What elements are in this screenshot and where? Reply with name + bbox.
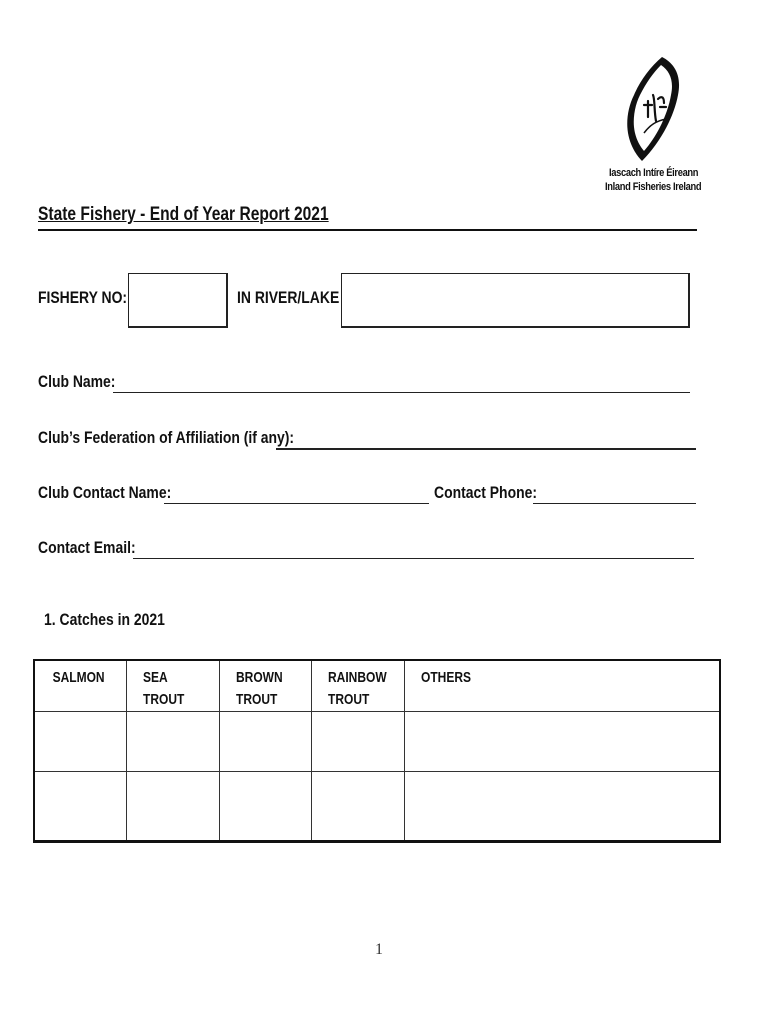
catch-cell-others[interactable] bbox=[404, 772, 720, 842]
logo-irish-name: Iascach Intíre Éireann bbox=[609, 167, 699, 179]
ifi-emblem-icon bbox=[620, 55, 684, 165]
catches-heading: 1. Catches in 2021 bbox=[44, 610, 165, 629]
catches-table bbox=[33, 659, 721, 843]
title-rule bbox=[38, 203, 697, 231]
catch-cell-brown-trout[interactable] bbox=[219, 772, 311, 842]
federation-label: Club’s Federation of Affiliation (if any): bbox=[38, 428, 295, 447]
column-header-line: SEA bbox=[142, 669, 168, 686]
page-number: 1 bbox=[375, 941, 383, 958]
column-header-others bbox=[404, 660, 720, 712]
column-header-line: TROUT bbox=[327, 691, 369, 708]
page-title: State Fishery - End of Year Report 2021 bbox=[38, 204, 329, 225]
column-header-line: OTHERS bbox=[420, 669, 471, 686]
column-header-rainbow-trout bbox=[311, 660, 404, 712]
contact-name-input[interactable] bbox=[164, 485, 429, 504]
column-header-line: TROUT bbox=[235, 691, 277, 708]
contact-name-label: Club Contact Name: bbox=[38, 483, 172, 502]
contact-phone-input[interactable] bbox=[533, 485, 696, 504]
column-header-salmon bbox=[34, 660, 126, 712]
catch-cell-sea-trout[interactable] bbox=[126, 772, 219, 842]
catch-cell-others[interactable] bbox=[404, 712, 720, 772]
catch-cell-rainbow-trout[interactable] bbox=[311, 772, 404, 842]
column-header-sea-trout bbox=[126, 660, 219, 712]
fishery-no-input[interactable] bbox=[128, 273, 228, 328]
club-name-label: Club Name: bbox=[38, 372, 116, 391]
column-header-line: RAINBOW bbox=[327, 669, 387, 686]
federation-input[interactable] bbox=[276, 430, 696, 450]
contact-email-input[interactable] bbox=[133, 540, 694, 559]
contact-email-label: Contact Email: bbox=[38, 538, 136, 557]
catch-cell-salmon[interactable] bbox=[34, 712, 126, 772]
column-header-line: SALMON bbox=[52, 669, 105, 686]
catch-cell-brown-trout[interactable] bbox=[219, 712, 311, 772]
table-header-row bbox=[34, 660, 720, 712]
catch-cell-salmon[interactable] bbox=[34, 772, 126, 842]
fishery-no-label: FISHERY NO: bbox=[38, 288, 128, 307]
catch-cell-sea-trout[interactable] bbox=[126, 712, 219, 772]
logo-english-name: Inland Fisheries Ireland bbox=[605, 181, 702, 193]
column-header-line: TROUT bbox=[142, 691, 184, 708]
table-row bbox=[34, 712, 720, 772]
river-lake-input[interactable] bbox=[341, 273, 690, 328]
column-header-brown-trout bbox=[219, 660, 311, 712]
table-row bbox=[34, 772, 720, 842]
ifi-logo bbox=[605, 55, 700, 200]
river-lake-label: IN RIVER/LAKE bbox=[237, 288, 340, 307]
column-header-line: BROWN bbox=[235, 669, 283, 686]
catch-cell-rainbow-trout[interactable] bbox=[311, 712, 404, 772]
club-name-input[interactable] bbox=[113, 374, 690, 393]
contact-phone-label: Contact Phone: bbox=[434, 483, 537, 502]
